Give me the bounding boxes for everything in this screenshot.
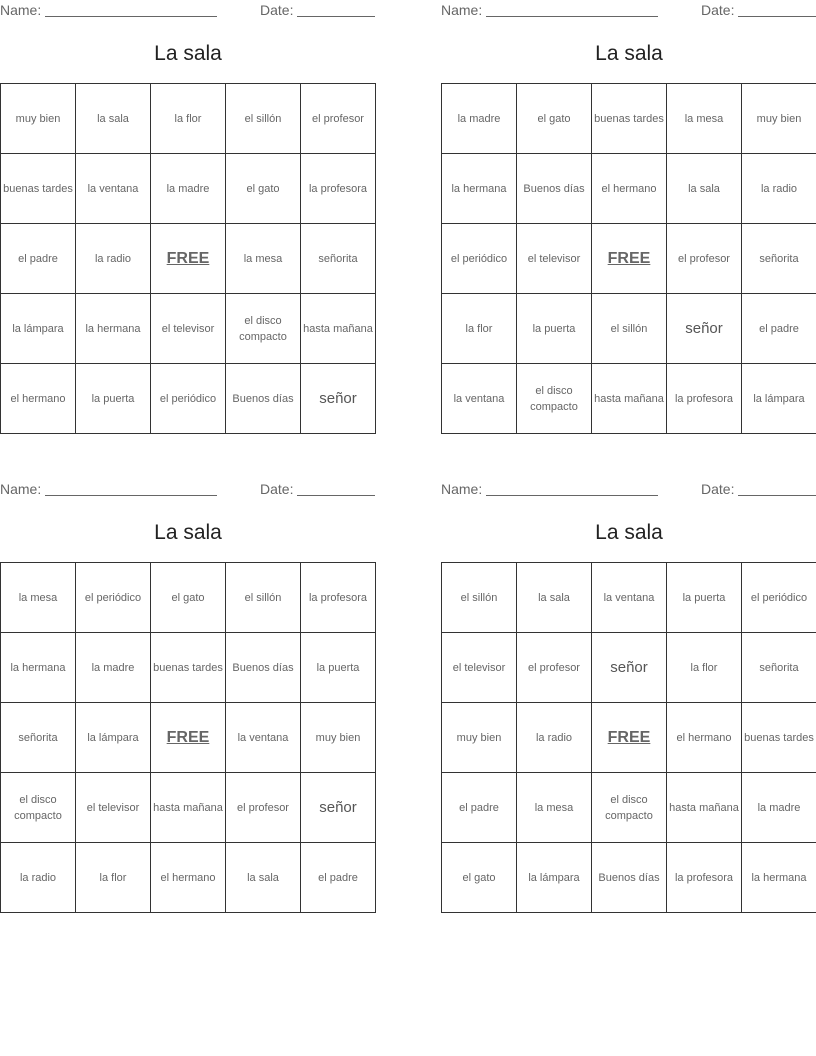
bingo-cell: señor bbox=[592, 633, 667, 703]
grid-row bbox=[442, 154, 816, 224]
bingo-cell: la puerta bbox=[667, 563, 742, 633]
bingo-cell: el profesor bbox=[226, 773, 301, 843]
bingo-cell: el periódico bbox=[742, 563, 816, 633]
bingo-cell: la puerta bbox=[301, 633, 376, 703]
bingo-cell: el sillón bbox=[226, 563, 301, 633]
bingo-cell: señor bbox=[301, 364, 376, 434]
bingo-cell: la lámpara bbox=[517, 843, 592, 913]
bingo-cell: Buenos días bbox=[517, 154, 592, 224]
bingo-cell: la radio bbox=[517, 703, 592, 773]
date-blank-line bbox=[297, 495, 375, 496]
bingo-cell: el gato bbox=[517, 84, 592, 154]
date-label: Date: bbox=[260, 481, 294, 497]
bingo-cell: el periódico bbox=[76, 563, 151, 633]
bingo-cell: buenas tardes bbox=[1, 154, 76, 224]
bingo-cell: la sala bbox=[517, 563, 592, 633]
bingo-cell: hasta mañana bbox=[592, 364, 667, 434]
card-title: La sala bbox=[154, 521, 222, 544]
bingo-cell: la radio bbox=[742, 154, 816, 224]
grid-row bbox=[442, 843, 816, 913]
name-blank-line bbox=[486, 495, 658, 496]
grid-row bbox=[1, 703, 376, 773]
grid-row bbox=[1, 84, 376, 154]
card-title: La sala bbox=[595, 521, 663, 544]
bingo-cell: la sala bbox=[76, 84, 151, 154]
bingo-cell: la ventana bbox=[592, 563, 667, 633]
bingo-cell: la lámpara bbox=[1, 294, 76, 364]
grid-row bbox=[1, 364, 376, 434]
bingo-cell: la hermana bbox=[742, 843, 816, 913]
grid-row bbox=[1, 563, 376, 633]
bingo-cell: el profesor bbox=[517, 633, 592, 703]
name-blank-line bbox=[486, 16, 658, 17]
bingo-cell: el gato bbox=[442, 843, 517, 913]
bingo-cell: el sillón bbox=[226, 84, 301, 154]
bingo-cell: la mesa bbox=[667, 84, 742, 154]
bingo-cell: la flor bbox=[76, 843, 151, 913]
bingo-cell: la sala bbox=[667, 154, 742, 224]
bingo-cell: el hermano bbox=[151, 843, 226, 913]
bingo-cell: el televisor bbox=[442, 633, 517, 703]
free-space-cell: FREE bbox=[592, 703, 667, 773]
bingo-cell: señorita bbox=[742, 633, 816, 703]
date-label: Date: bbox=[260, 2, 294, 18]
card-header bbox=[441, 0, 816, 22]
name-label: Name: bbox=[0, 2, 42, 18]
bingo-cell: la ventana bbox=[442, 364, 517, 434]
date-blank-line bbox=[738, 16, 816, 17]
bingo-cell: la radio bbox=[1, 843, 76, 913]
grid-row bbox=[1, 633, 376, 703]
grid-row bbox=[1, 773, 376, 843]
name-blank-line bbox=[45, 16, 217, 17]
card-header bbox=[441, 479, 816, 501]
bingo-cell: la flor bbox=[151, 84, 226, 154]
bingo-cell: la mesa bbox=[226, 224, 301, 294]
bingo-cell: la lámpara bbox=[76, 703, 151, 773]
bingo-cell: el padre bbox=[1, 224, 76, 294]
bingo-card-3 bbox=[0, 479, 376, 884]
date-label: Date: bbox=[701, 2, 735, 18]
card-header bbox=[0, 0, 376, 22]
bingo-cell: el televisor bbox=[76, 773, 151, 843]
bingo-cell: el hermano bbox=[592, 154, 667, 224]
bingo-cell: Buenos días bbox=[226, 633, 301, 703]
grid-row bbox=[1, 294, 376, 364]
bingo-cell: buenas tardes bbox=[742, 703, 816, 773]
grid-row bbox=[442, 224, 816, 294]
bingo-grid bbox=[0, 562, 376, 913]
bingo-cell: la madre bbox=[151, 154, 226, 224]
bingo-cell: la puerta bbox=[517, 294, 592, 364]
bingo-cell: señorita bbox=[1, 703, 76, 773]
bingo-cell: la flor bbox=[667, 633, 742, 703]
free-space-cell: FREE bbox=[592, 224, 667, 294]
grid-row bbox=[1, 224, 376, 294]
bingo-cell: el hermano bbox=[667, 703, 742, 773]
grid-row bbox=[442, 294, 816, 364]
bingo-grid bbox=[441, 83, 816, 434]
bingo-cell: la madre bbox=[742, 773, 816, 843]
date-label: Date: bbox=[701, 481, 735, 497]
free-space-cell: FREE bbox=[151, 703, 226, 773]
bingo-cell: buenas tardes bbox=[151, 633, 226, 703]
bingo-cell: la profesora bbox=[667, 364, 742, 434]
bingo-card-4 bbox=[441, 479, 816, 884]
bingo-cell: Buenos días bbox=[226, 364, 301, 434]
bingo-cell: la hermana bbox=[1, 633, 76, 703]
bingo-cell: la profesora bbox=[301, 154, 376, 224]
bingo-cell: hasta mañana bbox=[301, 294, 376, 364]
grid-row bbox=[1, 843, 376, 913]
bingo-cell: el sillón bbox=[442, 563, 517, 633]
bingo-cell: la ventana bbox=[226, 703, 301, 773]
grid-row bbox=[442, 773, 816, 843]
bingo-cell: hasta mañana bbox=[151, 773, 226, 843]
bingo-cell: el disco compacto bbox=[226, 294, 301, 364]
grid-row bbox=[442, 364, 816, 434]
bingo-grid bbox=[0, 83, 376, 434]
card-title: La sala bbox=[595, 42, 663, 65]
grid-row bbox=[442, 84, 816, 154]
name-label: Name: bbox=[441, 2, 483, 18]
card-header bbox=[0, 479, 376, 501]
bingo-cell: señor bbox=[301, 773, 376, 843]
bingo-cell: la puerta bbox=[76, 364, 151, 434]
bingo-cell: la madre bbox=[76, 633, 151, 703]
bingo-cell: señorita bbox=[742, 224, 816, 294]
bingo-cell: el profesor bbox=[301, 84, 376, 154]
name-label: Name: bbox=[0, 481, 42, 497]
bingo-cell: la lámpara bbox=[742, 364, 816, 434]
bingo-cell: el padre bbox=[301, 843, 376, 913]
bingo-cell: la profesora bbox=[667, 843, 742, 913]
grid-row bbox=[442, 633, 816, 703]
bingo-cell: la hermana bbox=[442, 154, 517, 224]
bingo-cell: muy bien bbox=[742, 84, 816, 154]
bingo-card-1 bbox=[0, 0, 376, 407]
bingo-cell: señor bbox=[667, 294, 742, 364]
grid-row bbox=[1, 154, 376, 224]
bingo-cell: el disco compacto bbox=[1, 773, 76, 843]
bingo-cell: hasta mañana bbox=[667, 773, 742, 843]
name-label: Name: bbox=[441, 481, 483, 497]
bingo-cell: la flor bbox=[442, 294, 517, 364]
bingo-cell: buenas tardes bbox=[592, 84, 667, 154]
bingo-cell: el sillón bbox=[592, 294, 667, 364]
bingo-grid bbox=[441, 562, 816, 913]
card-title: La sala bbox=[154, 42, 222, 65]
grid-row bbox=[442, 703, 816, 773]
bingo-cell: la mesa bbox=[517, 773, 592, 843]
bingo-cell: el periódico bbox=[151, 364, 226, 434]
bingo-cell: la madre bbox=[442, 84, 517, 154]
bingo-cell: la profesora bbox=[301, 563, 376, 633]
name-blank-line bbox=[45, 495, 217, 496]
bingo-cell: la radio bbox=[76, 224, 151, 294]
bingo-cell: el gato bbox=[226, 154, 301, 224]
bingo-cell: señorita bbox=[301, 224, 376, 294]
bingo-cell: el periódico bbox=[442, 224, 517, 294]
bingo-cell: el padre bbox=[442, 773, 517, 843]
grid-row bbox=[442, 563, 816, 633]
bingo-cell: el padre bbox=[742, 294, 816, 364]
bingo-cell: muy bien bbox=[442, 703, 517, 773]
bingo-cell: el gato bbox=[151, 563, 226, 633]
bingo-cell: el profesor bbox=[667, 224, 742, 294]
date-blank-line bbox=[738, 495, 816, 496]
bingo-cell: el disco compacto bbox=[592, 773, 667, 843]
free-space-cell: FREE bbox=[151, 224, 226, 294]
bingo-cell: la ventana bbox=[76, 154, 151, 224]
bingo-cell: Buenos días bbox=[592, 843, 667, 913]
bingo-card-2 bbox=[441, 0, 816, 413]
bingo-cell: el televisor bbox=[151, 294, 226, 364]
bingo-cell: la mesa bbox=[1, 563, 76, 633]
date-blank-line bbox=[297, 16, 375, 17]
bingo-cell: muy bien bbox=[1, 84, 76, 154]
bingo-cell: muy bien bbox=[301, 703, 376, 773]
bingo-cell: la hermana bbox=[76, 294, 151, 364]
bingo-cell: el hermano bbox=[1, 364, 76, 434]
bingo-cell: la sala bbox=[226, 843, 301, 913]
bingo-cell: el televisor bbox=[517, 224, 592, 294]
bingo-cell: el disco compacto bbox=[517, 364, 592, 434]
